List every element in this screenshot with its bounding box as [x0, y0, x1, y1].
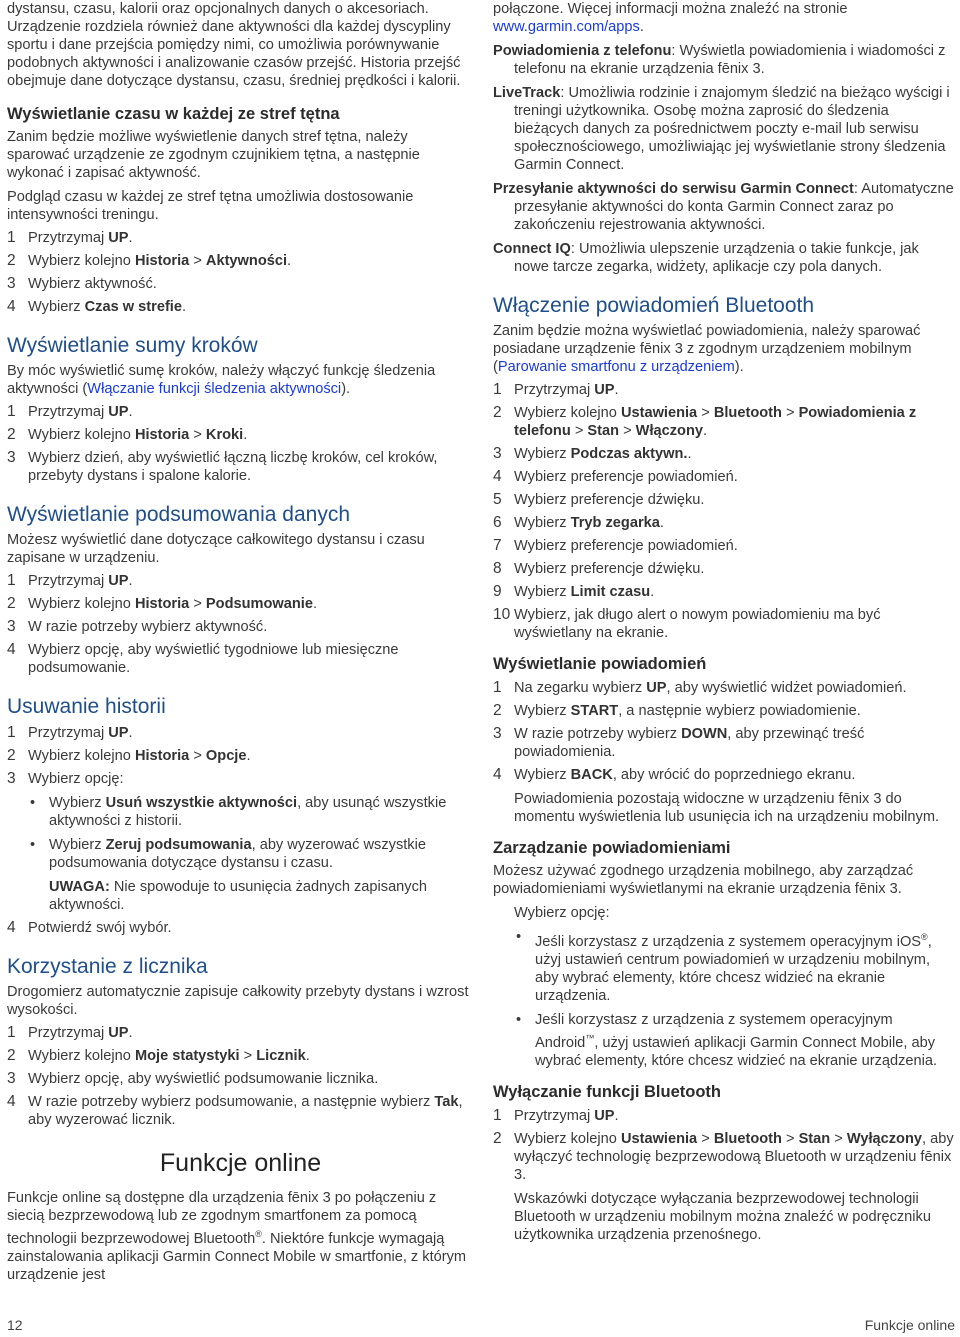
- feature-livetrack: LiveTrack: Umożliwia rodzinie i znajomym śledzić na bieżąco wyścigi i treningi użytkownika. Osobę można zaprosić do śledzenia bieżących danych za pośrednictwem poczty e-mail lub serwisu społecznościowego, umożliwiając jej wyświetlanie strony śledzenia Garmin Connect.: [493, 85, 950, 173]
- list-item: • Wybierz Usuń wszystkie aktywności, aby usunąć wszystkie aktywności z historii.: [7, 794, 474, 830]
- view-notifications-heading: Wyświetlanie powiadomień: [493, 655, 707, 673]
- intro-paragraph: dystansu, czasu, kalorii oraz opcjonalnych danych o akcesoriach. Urządzenie rozdziela również dane aktywności dla każdej dyscypliny sportu i dane przejścia pomiędzy nimi, co umożliwia porównywanie podobnych aktywności i analizowanie czasów przejść. Historia przejść obejmuje dane dotyczące dystansu, czasu, średniej prędkości i kalorii.: [7, 1, 461, 89]
- step: 6 Wybierz Tryb zegarka.: [493, 514, 664, 531]
- bluetooth-notifications-paragraph: Zanim będzie można wyświetlać powiadomienia, należy sparować posiadane urządzenie fēnix 3 z zgodnym urządzeniem mobilnym (Parowanie smartfonu z urządzeniem).: [493, 323, 921, 375]
- step: 2 Wybierz START, a następnie wybierz powiadomienie.: [493, 702, 861, 719]
- totals-heading: Wyświetlanie podsumowania danych: [7, 503, 350, 526]
- left-column: [7, 0, 474, 1284]
- manage-paragraph: Możesz używać zgodnego urządzenia mobilnego, aby zarządzać powiadomieniami wyświetlanymi na ekranie urządzenia fēnix 3.: [493, 863, 914, 897]
- step: 4 Wybierz BACK, aby wrócić do poprzedniego ekranu.: [493, 766, 856, 783]
- bluetooth-off-heading: Wyłączanie funkcji Bluetooth: [493, 1082, 721, 1101]
- step: 10 Wybierz, jak długo alert o nowym powiadomieniu ma być wyświetlany na ekranie.: [493, 606, 881, 641]
- step: 1 Przytrzymaj UP.: [7, 229, 133, 246]
- step: 5 Wybierz preferencje dźwięku.: [493, 491, 705, 508]
- step: 3 Wybierz aktywność.: [7, 275, 157, 292]
- step: 4 Potwierdź swój wybór.: [7, 919, 172, 936]
- page-number: 12: [7, 1317, 23, 1333]
- right-column: [493, 0, 955, 1244]
- step: 3 Wybierz dzień, aby wyświetlić łączną liczbę kroków, cel kroków, przebyty dystans i spalone kalorie.: [7, 449, 438, 484]
- hr-zones-heading: Wyświetlanie czasu w każdej ze stref tętna: [7, 105, 340, 123]
- intro-paragraph: połączone. Więcej informacji można znaleźć na stronie www.garmin.com/apps.: [493, 1, 848, 35]
- step: 1 Przytrzymaj UP.: [493, 381, 619, 398]
- feature-phone-notifications: Powiadomienia z telefonu: Wyświetla powiadomienia i wiadomości z telefonu na ekranie urządzenia fēnix 3.: [493, 43, 946, 77]
- step: 2 Wybierz kolejno Moje statystyki > Licznik.: [7, 1047, 310, 1064]
- step: 4 Wybierz opcję, aby wyświetlić tygodniowe lub miesięczne podsumowanie.: [7, 641, 399, 676]
- manage-choose: Wybierz opcję:: [514, 905, 610, 921]
- step: 1 Przytrzymaj UP.: [7, 724, 133, 741]
- odometer-paragraph: Drogomierz automatycznie zapisuje całkowity przebyty dystans i wzrost wysokości.: [7, 984, 469, 1018]
- step: 3 Wybierz opcję, aby wyświetlić podsumowanie licznika.: [7, 1070, 379, 1087]
- step: 1 Przytrzymaj UP.: [7, 403, 133, 420]
- note: UWAGA: Nie spowoduje to usunięcia żadnych zapisanych aktywności.: [49, 879, 428, 913]
- odometer-heading: Korzystanie z licznika: [7, 955, 208, 978]
- pairing-link[interactable]: Parowanie smartfonu z urządzeniem: [497, 359, 735, 375]
- step: 2 Wybierz kolejno Historia > Kroki.: [7, 426, 248, 443]
- step: 2 Wybierz kolejno Ustawienia > Bluetooth > Powiadomienia z telefonu > Stan > Włączony.: [493, 404, 917, 439]
- step: 4 W razie potrzeby wybierz podsumowanie, a następnie wybierz Tak, aby wyzerować licznik.: [7, 1093, 463, 1128]
- feature-upload: Przesyłanie aktywności do serwisu Garmin Connect: Automatyczne przesyłanie aktywności do konta Garmin Connect zaraz po zakończeniu rejestrowania aktywności.: [493, 181, 954, 233]
- step: 3 Wybierz Podczas aktywn..: [493, 445, 692, 462]
- step: 4 Wybierz Czas w strefie.: [7, 298, 187, 315]
- online-features-paragraph: Funkcje online są dostępne dla urządzenia fēnix 3 po połączeniu z siecią bezprzewodową lub ze zgodnym smartfonem za pomocą technologii bezprzewodowej Bluetooth®. Niektóre funkcje wymagają zainstalowania aplikacji Garmin Connect Mobile w smartfonie, z którym urządzenie jest: [7, 1190, 467, 1283]
- online-features-heading: Funkcje online: [159, 1149, 322, 1177]
- manage-notifications-heading: Zarządzanie powiadomieniami: [493, 839, 731, 857]
- step: 1 Przytrzymaj UP.: [7, 572, 133, 589]
- delete-history-heading: Usuwanie historii: [7, 695, 166, 718]
- step: 8 Wybierz preferencje dźwięku.: [493, 560, 705, 577]
- activity-tracking-link[interactable]: Włączanie funkcji śledzenia aktywności: [87, 381, 342, 397]
- step: 3 W razie potrzeby wybierz DOWN, aby przewinąć treść powiadomienia.: [493, 725, 865, 760]
- step: 9 Wybierz Limit czasu.: [493, 583, 655, 600]
- view-notifications-after: Powiadomienia pozostają widoczne w urządzeniu fēnix 3 do momentu wyświetlenia lub usunięcia ich na urządzeniu mobilnym.: [514, 791, 940, 825]
- steps-total-heading: Wyświetlanie sumy kroków: [7, 334, 258, 357]
- step: 2 Wybierz kolejno Historia > Opcje.: [7, 747, 251, 764]
- step: 2 Wybierz kolejno Historia > Podsumowanie.: [7, 595, 318, 612]
- list-item: • Jeśli korzystasz z urządzenia z systemem operacyjnym Android™, użyj ustawień aplikacji Garmin Connect Mobile, aby wybrać elementy, które chcesz widzieć na ekranie urządzenia.: [493, 1011, 955, 1070]
- bluetooth-notifications-heading: Włączenie powiadomień Bluetooth: [493, 294, 815, 317]
- steps-total-paragraph: By móc wyświetlić sumę kroków, należy włączyć funkcję śledzenia aktywności (Włączanie funkcji śledzenia aktywności).: [7, 363, 436, 397]
- list-item: • Jeśli korzystasz z urządzenia z systemem operacyjnym iOS®, użyj ustawień centrum powiadomień w urządzeniu mobilnym, aby wybrać elementy, które chcesz widzieć na ekranie urządzenia.: [493, 928, 955, 1005]
- list-item: • Wybierz Zeruj podsumowania, aby wyzerować wszystkie podsumowania dotyczące dystansu i czasu.: [7, 836, 474, 872]
- hr-paragraph-1: Zanim będzie możliwe wyświetlenie danych stref tętna, należy sparować urządzenie ze zgodnym czujnikiem tętna, a następnie wykonać i zapisać aktywność.: [7, 129, 420, 181]
- footer-section-title: Funkcje online: [864, 1317, 955, 1333]
- feature-connect-iq: Connect IQ: Umożliwia ulepszenie urządzenia o takie funkcje, jak nowe tarcze zegarka, widżety, aplikacje czy pola danych.: [493, 241, 919, 275]
- step: 1 Przytrzymaj UP.: [493, 1106, 619, 1124]
- hr-paragraph-2: Podgląd czasu w każdej ze stref tętna umożliwia dostosowanie intensywności treningu.: [7, 189, 414, 223]
- step: 2 Wybierz kolejno Historia > Aktywności.: [7, 252, 292, 269]
- bluetooth-off-after: Wskazówki dotyczące wyłączania bezprzewodowej technologii Bluetooth w urządzeniu mobilnym można znaleźć w podręczniku użytkownika urządzenia przenośnego.: [514, 1190, 931, 1243]
- step: 3 W razie potrzeby wybierz aktywność.: [7, 618, 268, 635]
- step: 1 Przytrzymaj UP.: [7, 1024, 133, 1041]
- step: 4 Wybierz preferencje powiadomień.: [493, 468, 738, 485]
- garmin-apps-link[interactable]: www.garmin.com/apps: [493, 19, 640, 35]
- totals-paragraph: Możesz wyświetlić dane dotyczące całkowitego dystansu i czasu zapisane w urządzeniu.: [7, 532, 425, 566]
- step: 2 Wybierz kolejno Ustawienia > Bluetooth > Stan > Wyłączony, aby wyłączyć technologię bezprzewodową Bluetooth w urządzeniu fēnix 3.: [493, 1129, 954, 1183]
- step: 7 Wybierz preferencje powiadomień.: [493, 537, 738, 554]
- step: 1 Na zegarku wybierz UP, aby wyświetlić widżet powiadomień.: [493, 679, 907, 696]
- step: 3 Wybierz opcję:: [7, 770, 124, 787]
